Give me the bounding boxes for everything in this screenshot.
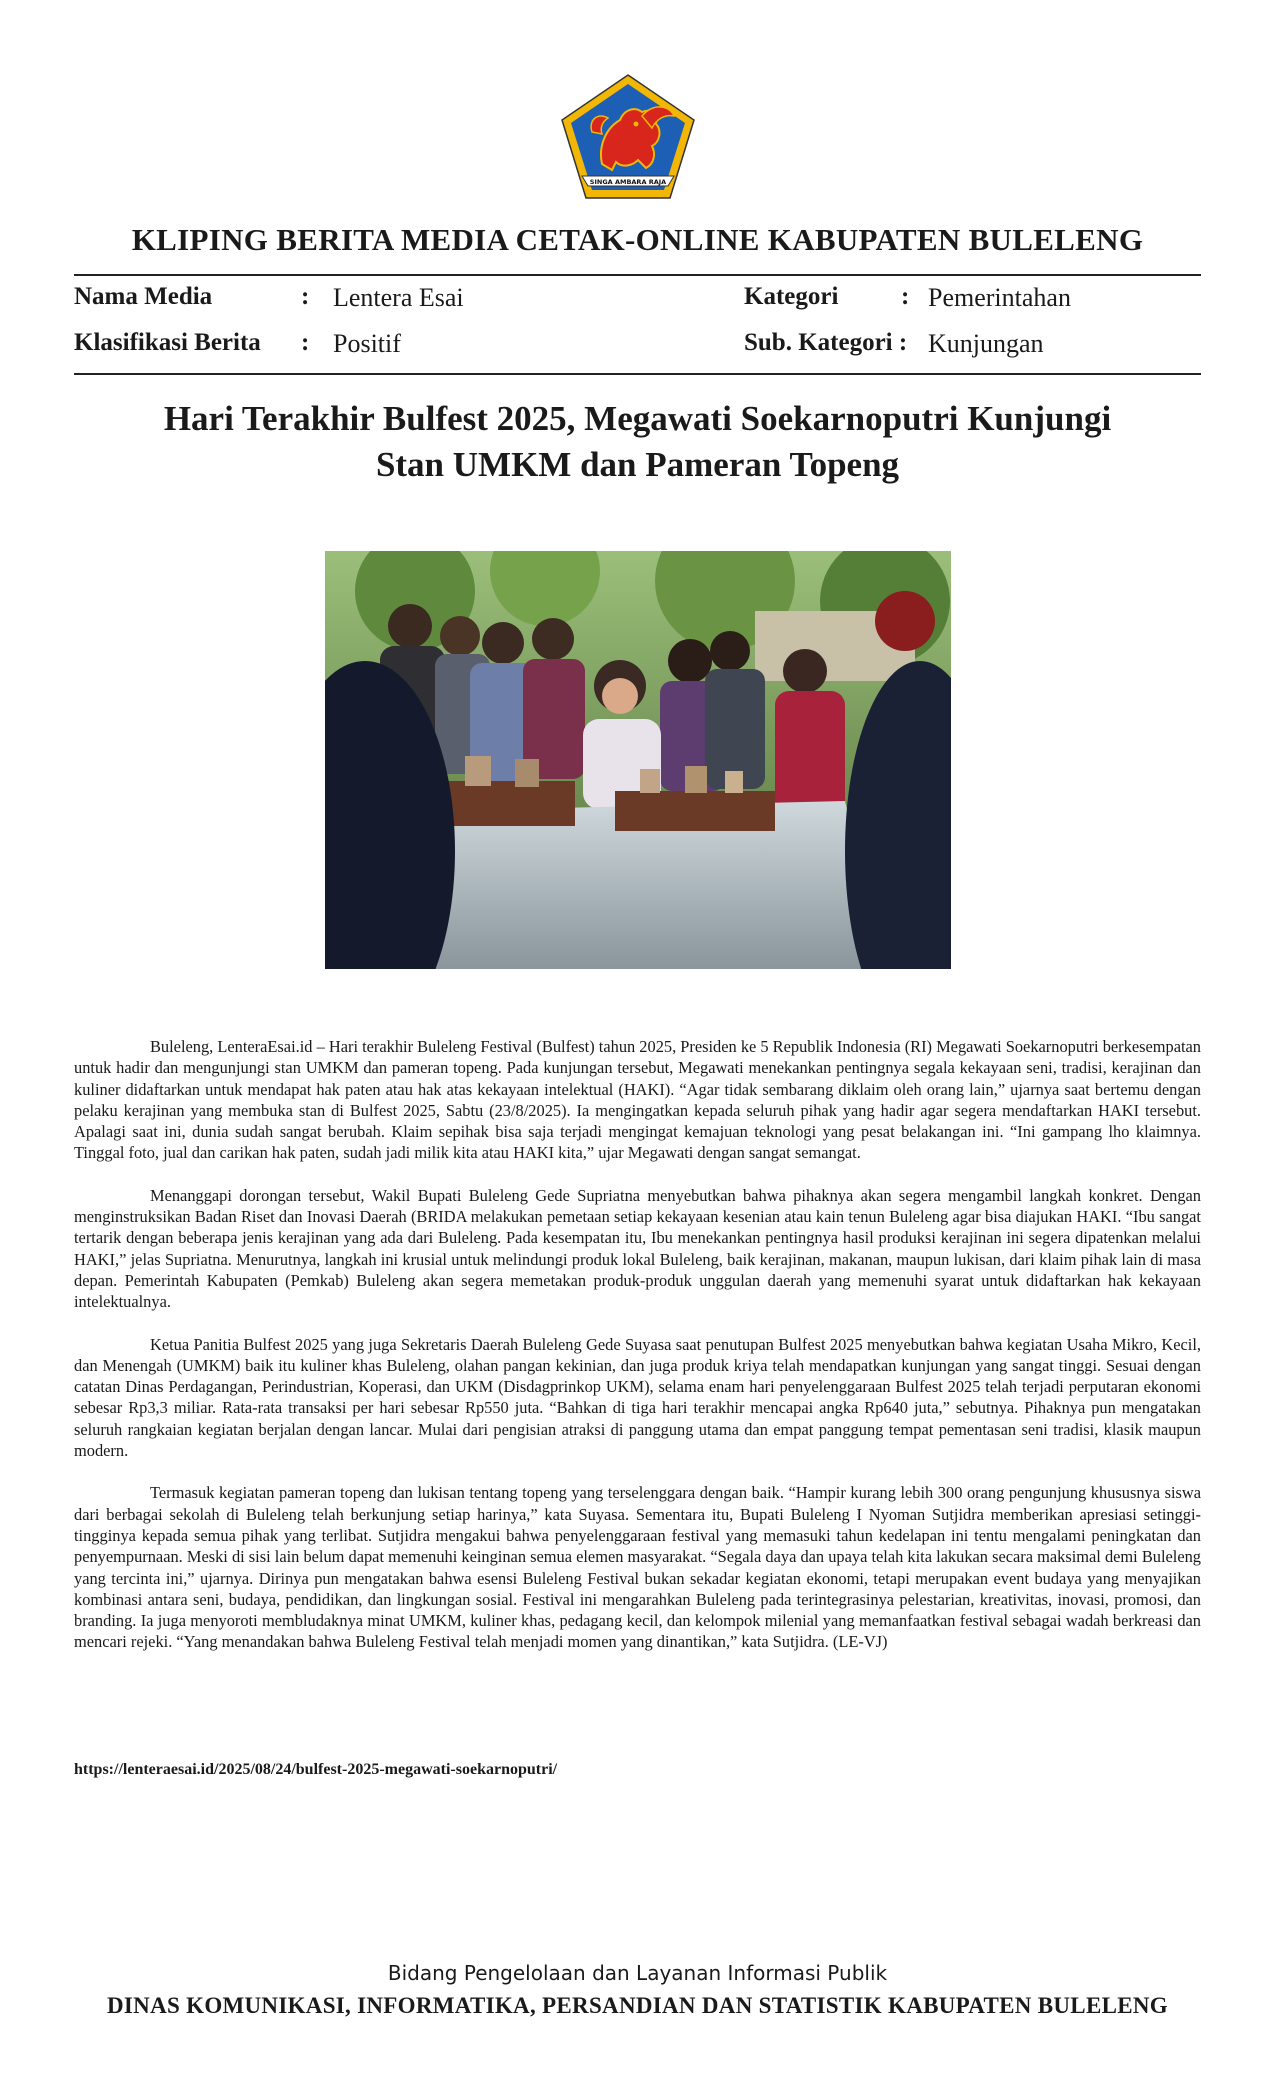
- photo-illustration: [325, 551, 951, 969]
- media-name-colon: :: [301, 283, 310, 310]
- footer-division: Bidang Pengelolaan dan Layanan Informasi Publik: [387, 1961, 888, 1985]
- category-colon: :: [901, 283, 910, 310]
- classification-colon: :: [301, 329, 310, 356]
- category-label: Kategori: [744, 283, 839, 310]
- classification-label: Klasifikasi Berita: [74, 329, 261, 356]
- buleleng-logo: [558, 72, 698, 202]
- category-value: Pemerintahan: [928, 283, 1071, 312]
- article-paragraph-2: Menanggapi dorongan tersebut, Wakil Bupati Buleleng Gede Supriatna menyebutkan bahwa pihaknya akan segera mengambil langkah konkret. Dengan menginstruksikan Badan Riset dan Inovasi Daerah (BRIDA melakukan pemetaan setiap kekayaan kesenian atau kain tenun Buleleng agar bisa diajukan HAKI. “Ibu sangat tertarik dengan beberapa jenis kerajinan yang ada dari Buleleng. Pada kesempatan itu, Ibu menekankan pentingnya hasil produksi kerajinan ini segera dipatenkan melalui HAKI,” jelas Supriatna. Menurutnya, langkah ini krusial untuk melindungi produk lokal Buleleng, baik kerajinan, makanan, maupun lukisan, dari klaim pihak lain di masa depan. Pemerintah Kabupaten (Pemkab) Buleleng akan segera memetakan produk-produk unggulan daerah yang memenuhi syarat untuk didaftarkan hak kekayaan intelektualnya.: [74, 1185, 1201, 1312]
- article-paragraph-4: Termasuk kegiatan pameran topeng dan lukisan tentang topeng yang terselenggara dengan baik. “Hampir kurang lebih 300 orang pengunjung khususnya siswa dari berbagai sekolah di Buleleng telah berkunjung setiap harinya,” kata Suyasa. Sementara itu, Bupati Buleleng I Nyoman Sutjidra memberikan apresiasi setinggi-tingginya kepada semua pihak yang terlibat. Sutjidra mengakui bahwa penyelenggaraan festival yang memasuki tahun kedelapan ini tentu mengalami peningkatan dan penyempurnaan. Meski di sisi lain belum dapat memenuhi keinginan semua elemen masyarakat. “Segala daya dan upaya telah kita lakukan secara maksimal demi Buleleng yang tercinta ini,” ujarnya. Dirinya pun mengatakan bahwa esensi Buleleng Festival bukan sekadar kegiatan ekonomi, tetapi merupakan event budaya yang menyajikan kombinasi antara seni, budaya, pendidikan, dan lingkungan sosial. Festival ini mengarahkan Buleleng pada terintegrasinya pelestarian, kreativitas, inovasi, promosi, dan branding. Ia juga menyoroti membludaknya minat UMKM, kuliner khas, pedagang kecil, dan kelompok milenial yang memanfaatkan festival sebagai wadah berkreasi dan mencari rejeki. “Yang menandakan bahwa Buleleng Festival telah menjadi momen yang dinantikan,” kata Sutjidra. (LE-VJ): [74, 1483, 1201, 1652]
- logo-motto-text: SINGA AMBARA RAJA: [589, 178, 667, 186]
- media-name-label: Nama Media: [74, 283, 213, 310]
- article-headline: [100, 396, 1175, 488]
- subcategory-label: Sub. Kategori :: [744, 329, 908, 356]
- headline-line-1: Hari Terakhir Bulfest 2025, Megawati Soekarnoputri Kunjungi: [163, 399, 1112, 438]
- source-url[interactable]: https://lenteraesai.id/2025/08/24/bulfest-2025-megawati-soekarnoputri/: [74, 1761, 558, 1778]
- article-photo: [325, 551, 951, 969]
- header-rule-top: [74, 274, 1201, 276]
- article-paragraph-1: Buleleng, LenteraEsai.id – Hari terakhir Buleleng Festival (Bulfest) tahun 2025, Presiden ke 5 Republik Indonesia (RI) Megawati Soekarnoputri berkesempatan untuk hadir dan mengunjungi stan UMKM dan pameran topeng. Pada kunjungan tersebut, Megawati menekankan pentingnya segala kekayaan seni, tradisi, kerajinan dan kuliner didaftarkan untuk mendapat hak paten atau hak atas kekayaan intelektual (HAKI). “Agar tidak sembarang diklaim oleh orang lain,” ujarnya saat bertemu dengan pelaku kerajinan yang membuka stan di Bulfest 2025, Sabtu (23/8/2025). Ia mengingatkan kepada seluruh pihak yang hadir agar segera mendaftarkan HAKI tersebut. Apalagi saat ini, dunia sudah sangat berubah. Klaim sepihak bisa saja terjadi mengingat kemajuan teknologi yang pesat belakangan ini. “Ini gampang lho klaimnya. Tinggal foto, jual dan carikan hak paten, sudah jadi milik kita atau HAKI kita,” ujar Megawati dengan sangat semangat.: [74, 1037, 1201, 1163]
- classification-value: Positif: [333, 329, 401, 358]
- article-paragraph-3: Ketua Panitia Bulfest 2025 yang juga Sekretaris Daerah Buleleng Gede Suyasa saat penutupan Bulfest 2025 menyebutkan bahwa kegiatan Usaha Mikro, Kecil, dan Menengah (UMKM) baik itu kuliner khas Buleleng, olahan pangan kekinian, dan juga produk kriya telah mendapatkan kunjungan yang sangat tinggi. Sesuai dengan catatan Dinas Perdagangan, Perindustrian, Koperasi, dan UKM (Disdagprinkop UKM), selama enam hari penyelenggaraan Bulfest 2025 telah terjadi perputaran ekonomi sebesar Rp3,3 miliar. Rata-rata transaksi per hari sebesar Rp550 juta. “Bahkan di tiga hari terakhir mencapai angka Rp640 juta,” sebutnya. Pihaknya pun mengatakan seluruh rangkaian kegiatan berjalan dengan lancar. Mulai dari pengisian atraksi di panggung utama dan empat panggung tempat pementasan seni tradisi, klasik maupun modern.: [74, 1334, 1201, 1461]
- media-name-value: Lentera Esai: [333, 283, 464, 312]
- clipping-heading: KLIPING BERITA MEDIA CETAK-ONLINE KABUPATEN BULELENG: [131, 222, 1144, 257]
- header-rule-bottom: [74, 373, 1201, 375]
- singa-ambara-raja-icon: [558, 72, 698, 202]
- headline-line-2: Stan UMKM dan Pameran Topeng: [375, 445, 900, 484]
- article-body: [74, 1036, 1201, 1674]
- subcategory-value: Kunjungan: [928, 329, 1044, 358]
- footer-agency: DINAS KOMUNIKASI, INFORMATIKA, PERSANDIAN DAN STATISTIK KABUPATEN BULELENG: [107, 1993, 1168, 2018]
